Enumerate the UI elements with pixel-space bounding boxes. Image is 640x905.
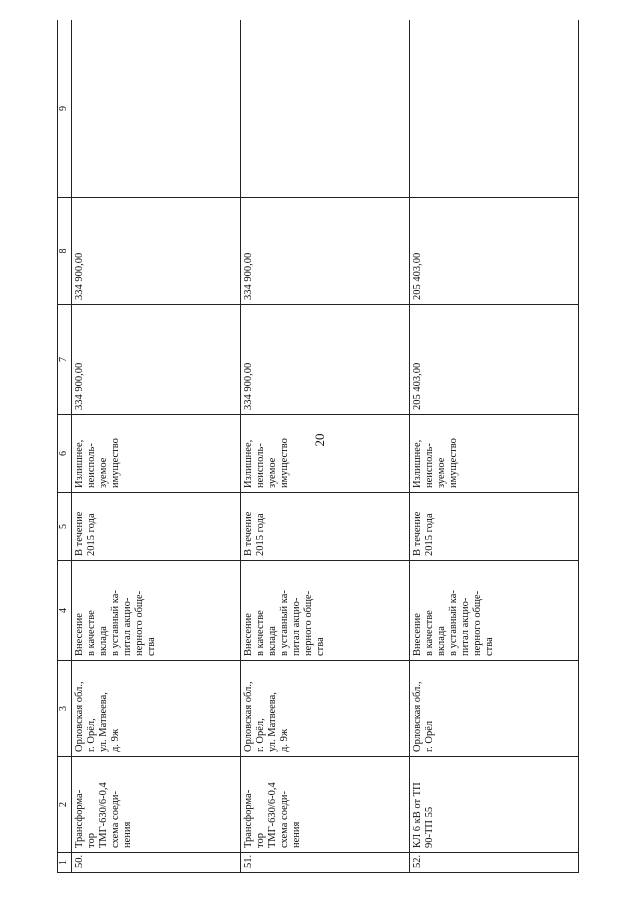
value-column-8: 205 403,00 [410,198,579,305]
property-name: Трансформа- тор ТМГ-630/6-0,4 схема соеди- нения [72,757,241,853]
privatization-term: В течение 2015 года [410,493,579,561]
value-column-8: 334 900,00 [72,198,241,305]
column-number: 8 [58,198,72,305]
column-number: 1 [58,853,72,873]
privatization-term: В течение 2015 года [241,493,410,561]
column-number: 6 [58,415,72,493]
rotated-table-container [57,20,579,873]
privatization-basis: Излишнее, неисполь- зуемое имущество [410,415,579,493]
note-column-9 [410,20,579,198]
column-number: 3 [58,661,72,757]
table-row [241,20,410,873]
row-number: 52. [410,853,579,873]
note-column-9 [241,20,410,198]
column-number: 7 [58,305,72,415]
column-number: 5 [58,493,72,561]
table-row [410,20,579,873]
privatization-term: В течение 2015 года [72,493,241,561]
value-column-7: 334 900,00 [241,305,410,415]
property-table [57,20,579,873]
note-column-9 [72,20,241,198]
column-number: 2 [58,757,72,853]
value-column-7: 334 900,00 [72,305,241,415]
property-address: Орловская обл., г. Орёл, ул. Матвеева, д. 9ж [72,661,241,757]
column-number: 4 [58,561,72,661]
table-row [72,20,241,873]
privatization-basis: Излишнее, неисполь- зуемое имущество [241,415,410,493]
document-sheet [57,20,579,873]
row-number: 50. [72,853,241,873]
column-number: 9 [58,20,72,198]
property-address: Орловская обл., г. Орёл [410,661,579,757]
privatization-method: Внесение в качестве вклада в уставный ка- питал акцио- нерного обще- ства [410,561,579,661]
row-number: 51. [241,853,410,873]
privatization-method: Внесение в качестве вклада в уставный ка- питал акцио- нерного обще- ства [241,561,410,661]
column-number-row [58,20,72,873]
page-number: 20 [312,433,327,447]
value-column-7: 205 403,00 [410,305,579,415]
property-address: Орловская обл., г. Орёл, ул. Матвеева, д. 9ж [241,661,410,757]
property-name: КЛ 6 кВ от ТП 90-ТП 55 [410,757,579,853]
value-column-8: 334 900,00 [241,198,410,305]
privatization-basis: Излишнее, неисполь- зуемое имущество [72,415,241,493]
privatization-method: Внесение в качестве вклада в уставный ка- питал акцио- нерного обще- ства [72,561,241,661]
property-name: Трансформа- тор ТМГ-630/6-0,4 схема соеди- нения [241,757,410,853]
